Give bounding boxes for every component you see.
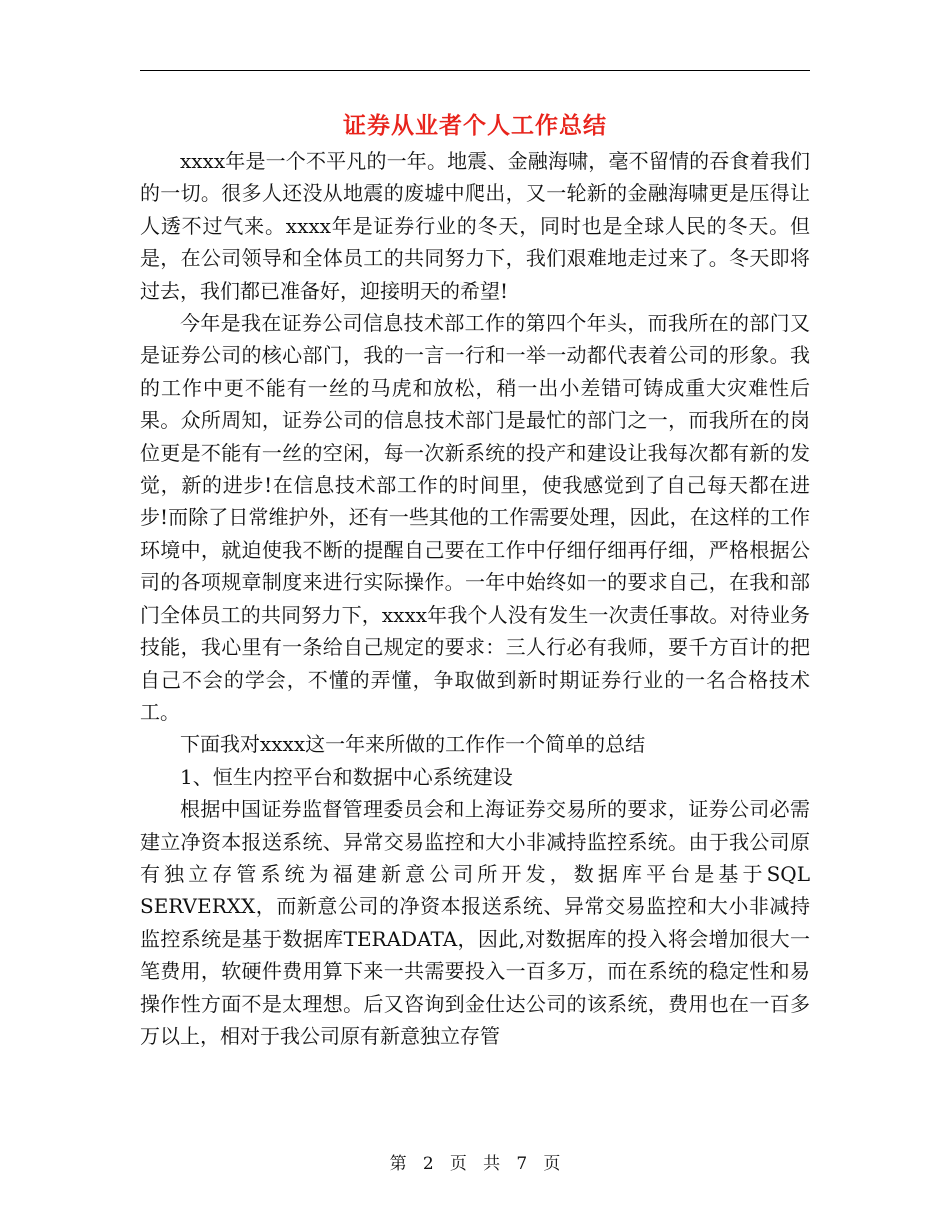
page-footer — [0, 1152, 950, 1176]
paragraph-work-overview: 今年是我在证券公司信息技术部工作的第四个年头，而我所在的部门又是证券公司的核心部门，我的一言一行和一举一动都代表着公司的形象。我的工作中更不能有一丝的马虎和放松，稍一出小差错可铸成重大灾难性后果。众所周知，证券公司的信息技术部门是最忙的部门之一，而我所在的岗位更是不能有一丝的空闲，每一次新系统的投产和建设让我每次都有新的发觉，新的进步!在信息技术部工作的时间里，使我感觉到了自己每天都在进步!而除了日常维护外，还有一些其他的工作需要处理，因此，在这样的工作环境中，就迫使我不断的提醒自己要在工作中仔细仔细再仔细，严格根据公司的各项规章制度来进行实际操作。一年中始终如一的要求自己，在我和部门全体员工的共同努力下，xxxx年我个人没有发生一次责任事故。对待业务技能，我心里有一条给自己规定的要求：三人行必有我师，要千方百计的把自己不会的学会，不懂的弄懂，争取做到新时期证券行业的一名合格技术工。 — [140, 311, 810, 724]
header-rule — [140, 70, 810, 71]
footer-current-page: 2 — [422, 1154, 434, 1174]
document-title: 证券从业者个人工作总结 — [343, 112, 607, 139]
paragraph-intro: xxxx年是一个不平凡的一年。地震、金融海啸，毫不留情的吞食着我们的一切。很多人还没从地震的废墟中爬出，又一轮新的金融海啸更是压得让人透不过气来。xxxx年是证券行业的冬天，同时也是全球人民的冬天。但是，在公司领导和全体员工的共同努力下，我们艰难地走过来了。冬天即将过去，我们都已准备好，迎接明天的希望! — [140, 149, 810, 303]
paragraph-system-build: 根据中国证券监督管理委员会和上海证券交易所的要求，证券公司必需建立净资本报送系统、异常交易监控和大小非减持监控系统。由于我公司原有独立存管系统为福建新意公司所开发，数据库平台是基于SQL SERVERXX，而新意公司的净资本报送系统、异常交易监控和大小非减持监控系统是基于数据库TERADATA，因此,对数据库的投入将会增加很大一笔费用，软硬件费用算下来一共需要投入一百多万，而在系统的稳定性和易操作性方面不是太理想。后又咨询到金仕达公司的该系统，费用也在一百多万以上，相对于我公司原有新意独立存管 — [140, 797, 810, 1048]
paragraph-summary-lead: 下面我对xxxx这一年来所做的工作作一个简单的总结 — [180, 732, 646, 757]
footer-label-total-unit: 页 — [543, 1154, 561, 1174]
document-body — [140, 145, 810, 1052]
section-heading-1: 1、恒生内控平台和数据中心系统建设 — [180, 764, 513, 789]
footer-label-page-unit: 页 — [449, 1154, 467, 1174]
footer-label-page: 第 — [389, 1154, 407, 1174]
footer-label-total: 共 — [483, 1154, 501, 1174]
footer-total-pages: 7 — [516, 1154, 528, 1174]
